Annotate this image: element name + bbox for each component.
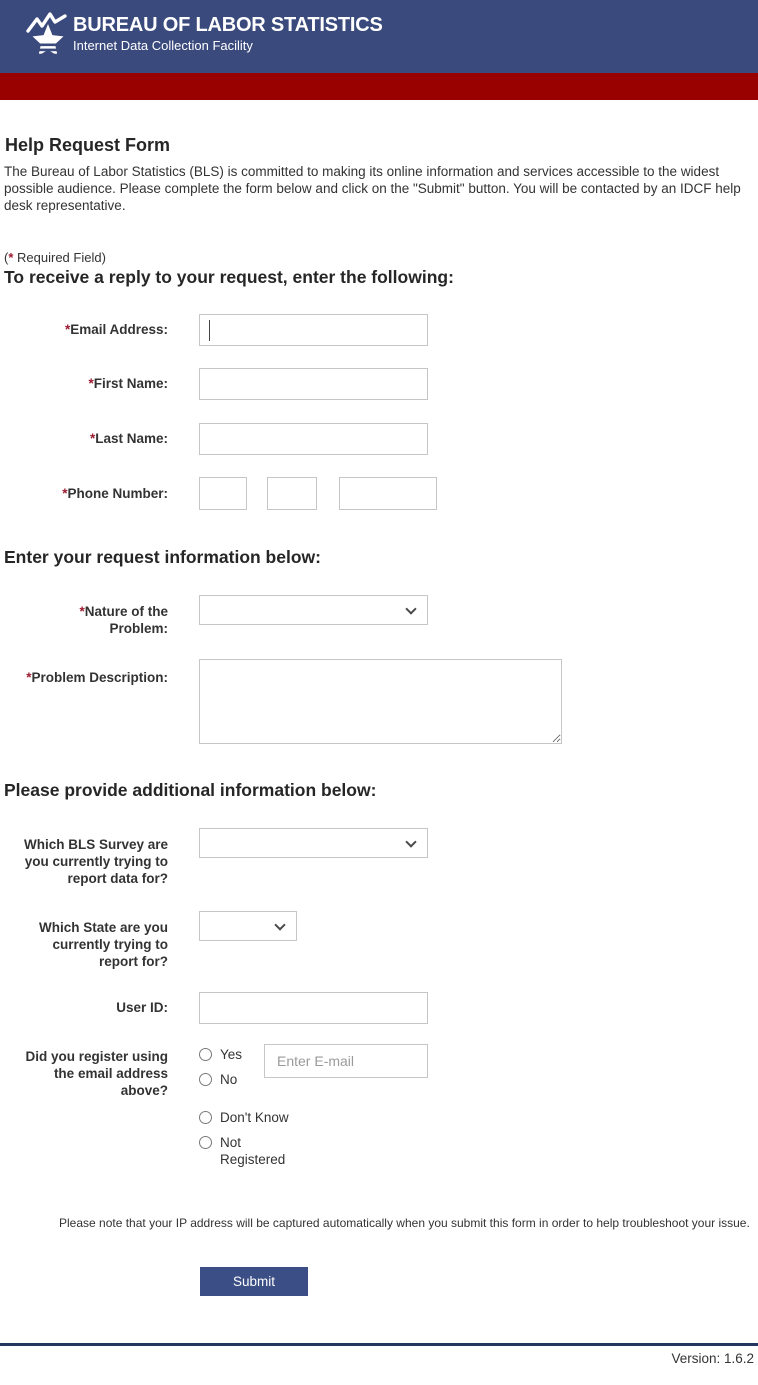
radio-label-yes[interactable]: Yes [220,1047,243,1062]
page-title: Help Request Form [5,135,171,155]
red-banner [0,73,758,100]
required-asterisk: * [62,486,68,501]
nature-of-problem-label: *Nature of the Problem: [79,604,168,636]
phone-label: *Phone Number: [62,486,168,501]
radio-button-yes[interactable] [199,1048,212,1061]
email-label: *Email Address: [64,322,168,337]
phone-prefix-input[interactable] [267,477,317,510]
user-id-label: User ID: [116,1000,168,1015]
section-heading-request: Enter your request information below: [4,547,321,567]
main-content [0,135,758,1296]
bls-survey-label: Which BLS Survey are you currently trying to report data for? [23,837,168,886]
last-name-row [4,423,754,455]
header-subtitle: Internet Data Collection Facility [73,38,253,53]
phone-row [4,477,754,510]
user-id-row [4,992,754,1024]
required-field-note: (* Required Field) [4,250,106,265]
radio-button-dont-know[interactable] [199,1111,212,1124]
chevron-down-icon [274,919,285,930]
submit-button[interactable]: Submit [200,1267,308,1296]
section-heading-additional: Please provide additional information below: [4,780,377,800]
required-asterisk: * [64,322,71,337]
bls-survey-row [4,828,754,887]
radio-option-yes [199,1046,264,1063]
chevron-down-icon [405,836,416,847]
problem-description-label: *Problem Description: [26,670,168,685]
bls-star-logo-icon [25,11,71,65]
nature-of-problem-row [4,595,754,637]
radio-option-no [199,1071,264,1088]
required-asterisk: * [88,376,94,391]
email-input[interactable] [199,314,428,346]
state-label: Which State are you currently trying to report for? [38,920,168,969]
required-asterisk: * [8,250,14,265]
last-name-label: *Last Name: [89,431,168,446]
phone-line-input[interactable] [339,477,437,510]
header-title: BUREAU OF LABOR STATISTICS [73,14,383,36]
state-select[interactable] [199,911,297,941]
chevron-down-icon [405,603,416,614]
first-name-label: *First Name: [88,376,168,391]
email-row [4,314,754,346]
problem-description-textarea[interactable] [199,659,562,744]
nature-of-problem-select[interactable] [199,595,428,625]
section-heading-reply: To receive a reply to your request, enter the following: [4,267,454,287]
first-name-row [4,368,754,400]
intro-text: The Bureau of Labor Statistics (BLS) is committed to making its online information and services accessible to the widest possible audience. Please complete the form below and click on the "Submit" button. You will be contacted by an IDCF help desk representative. [4,164,741,213]
required-asterisk: * [89,431,96,446]
register-question-label: Did you register using the email address above? [25,1049,168,1098]
radio-label-not-registered[interactable]: Not Registered [220,1135,286,1167]
radio-button-not-registered[interactable] [199,1136,212,1149]
text-cursor [209,320,210,341]
register-email-input[interactable] [264,1044,428,1078]
required-asterisk: * [26,670,32,685]
phone-area-input[interactable] [199,477,247,510]
required-asterisk: * [79,604,85,619]
radio-option-dont-know [199,1109,428,1126]
state-row [4,911,754,970]
problem-description-row [4,659,754,749]
radio-button-no[interactable] [199,1073,212,1086]
bls-survey-select[interactable] [199,828,428,858]
header [0,0,758,73]
last-name-input[interactable] [199,423,428,455]
radio-option-not-registered [199,1134,428,1168]
user-id-input[interactable] [199,992,428,1024]
radio-label-dont-know[interactable]: Don't Know [220,1110,289,1125]
register-question-row [4,1044,754,1168]
radio-label-no[interactable]: No [220,1072,238,1087]
first-name-input[interactable] [199,368,428,400]
version-label: Version: 1.6.2 [671,1351,754,1366]
ip-capture-note: Please note that your IP address will be captured automatically when you submit this form in order to help troubleshoot your issue. [59,1216,750,1230]
